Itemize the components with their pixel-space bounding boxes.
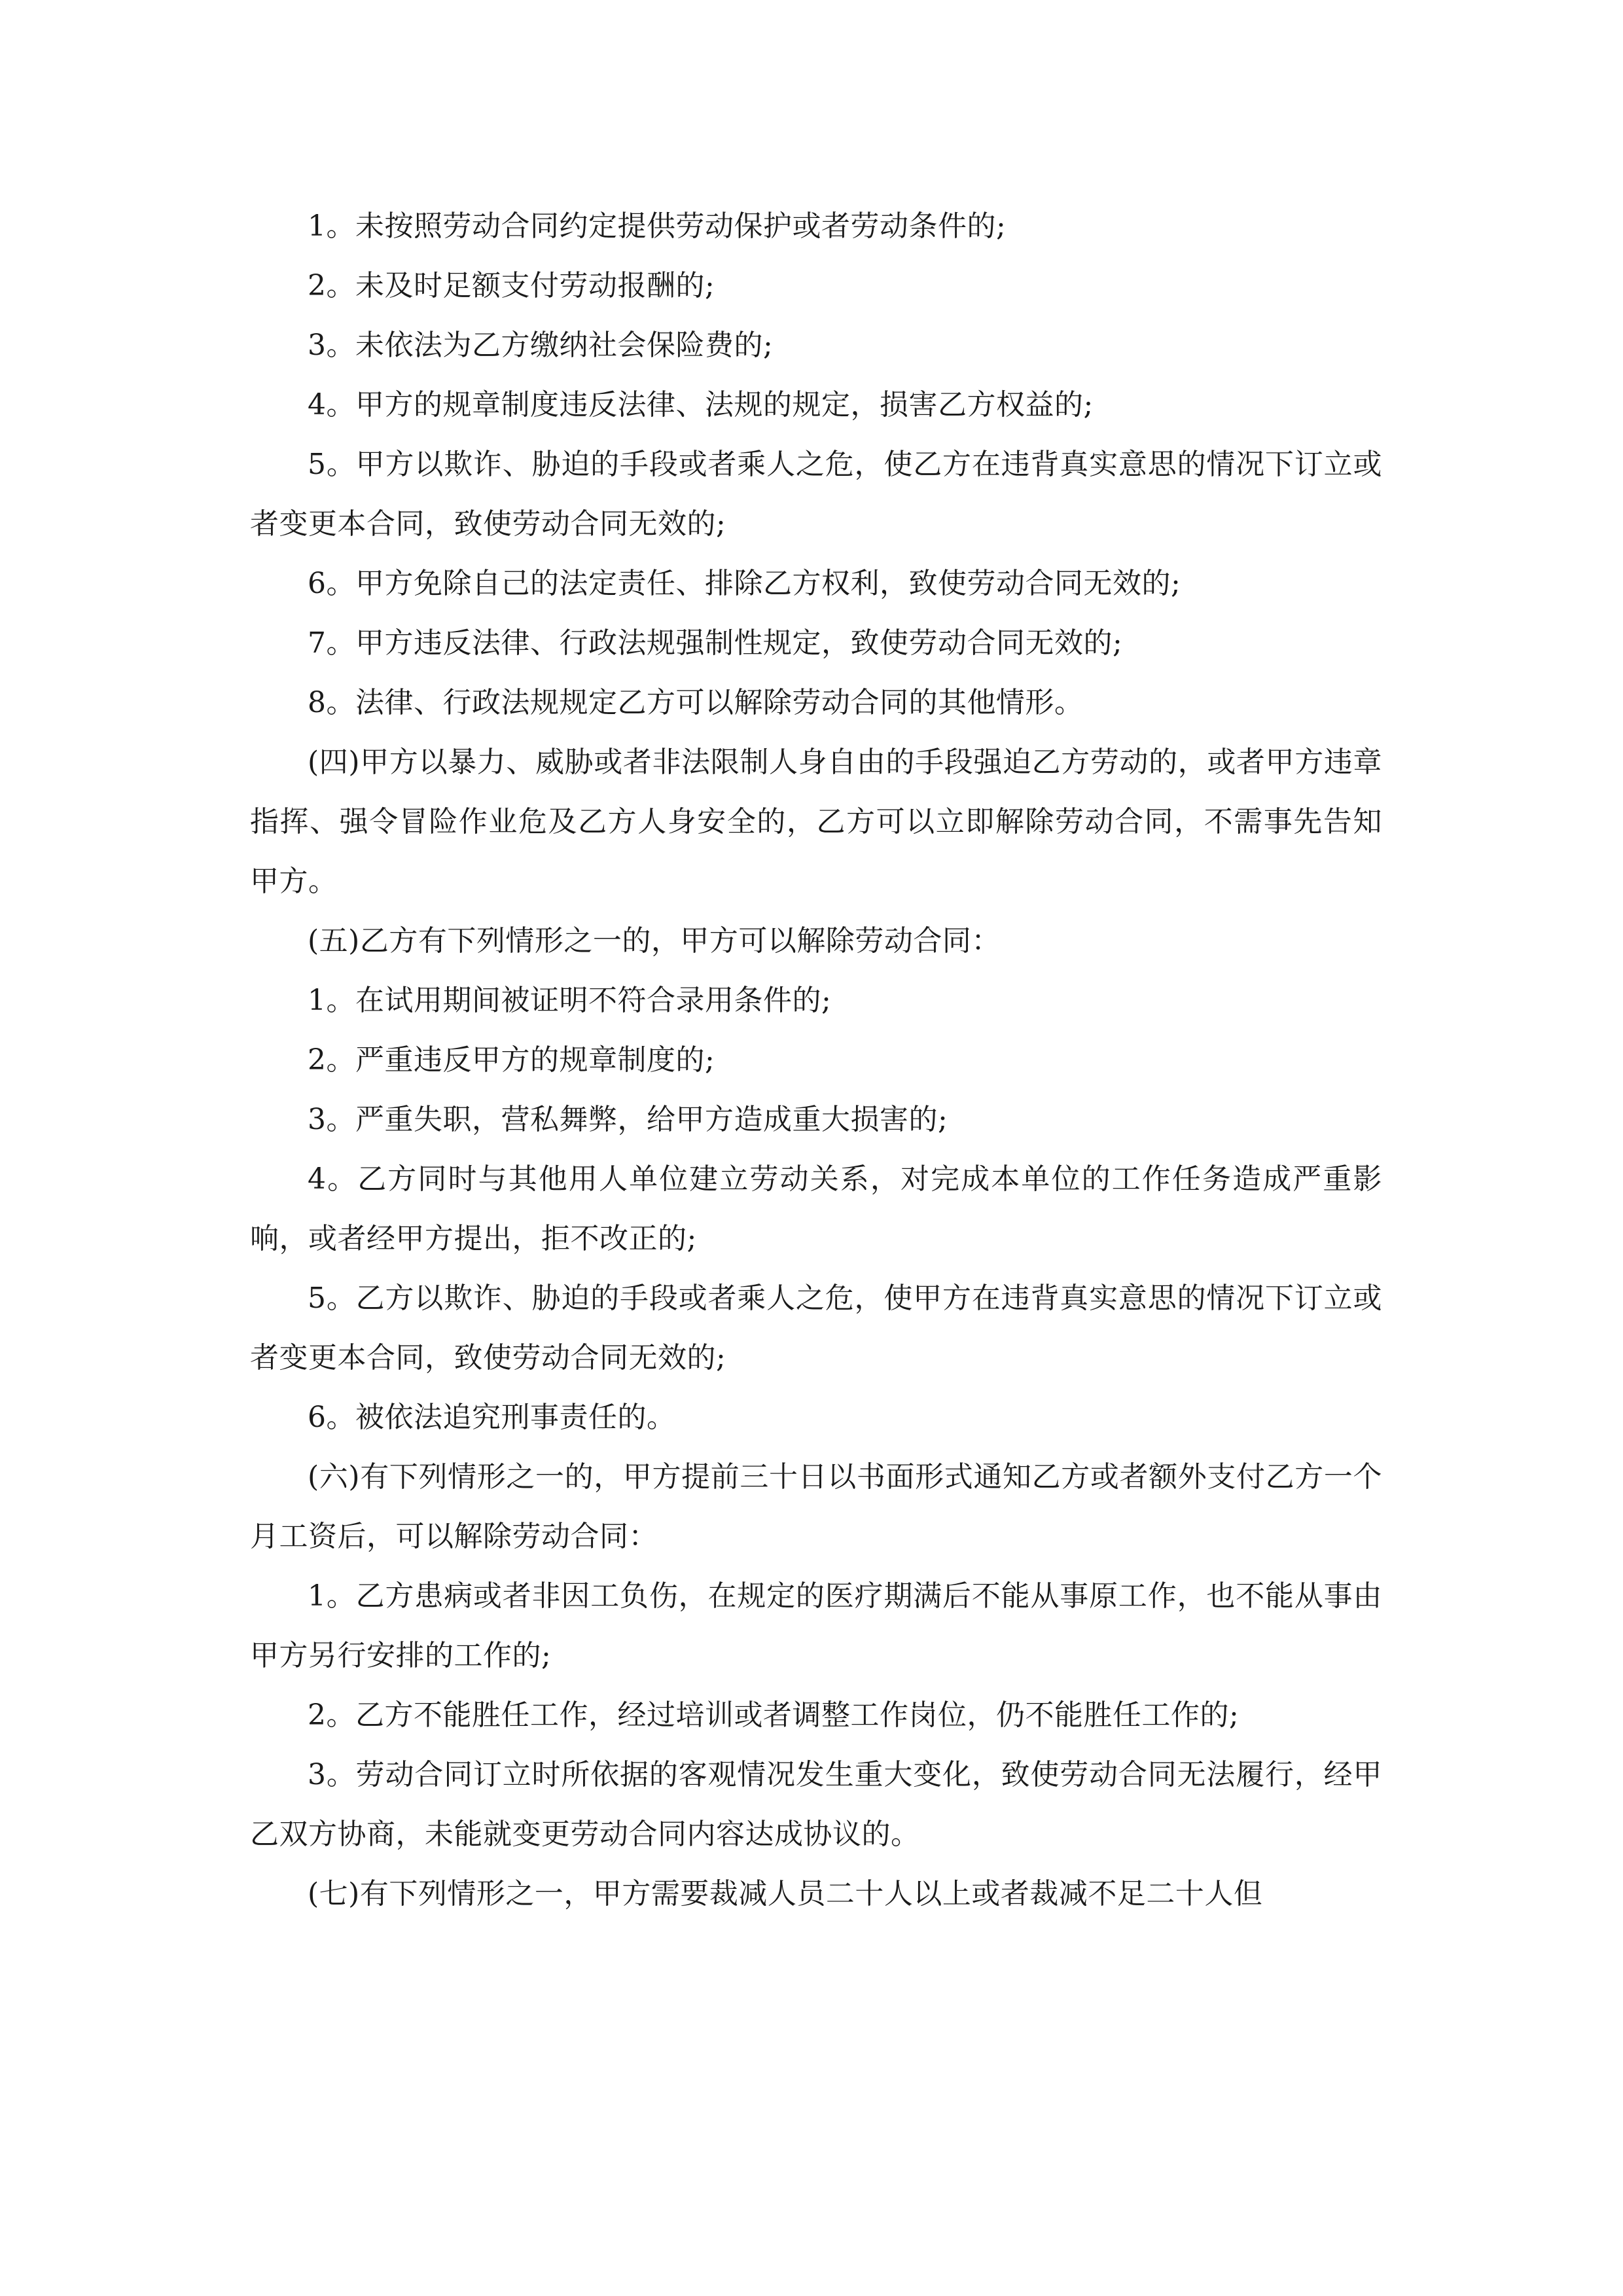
paragraph: 5。乙方以欺诈、胁迫的手段或者乘人之危，使甲方在违背真实意思的情况下订立或者变更本合同，致使劳动合同无效的;: [250, 1282, 1382, 1374]
paragraph: 2。严重违反甲方的规章制度的;: [308, 1043, 715, 1077]
paragraph: 6。被依法追究刑事责任的。: [308, 1401, 676, 1434]
paragraph: 3。劳动合同订立时所依据的客观情况发生重大变化，致使劳动合同无法履行，经甲乙双方协商，未能就变更劳动合同内容达成协议的。: [250, 1758, 1382, 1851]
paragraph: 3。未依法为乙方缴纳社会保险费的;: [308, 329, 774, 362]
paragraph: (七)有下列情形之一，甲方需要裁减人员二十人以上或者裁减不足二十人但: [308, 1877, 1263, 1910]
paragraph: 4。甲方的规章制度违反法律、法规的规定，损害乙方权益的;: [308, 388, 1094, 422]
paragraph: 1。在试用期间被证明不符合录用条件的;: [308, 984, 832, 1017]
paragraph: 8。法律、行政法规规定乙方可以解除劳动合同的其他情形。: [308, 686, 1084, 719]
paragraph: (四)甲方以暴力、威胁或者非法限制人身自由的手段强迫乙方劳动的，或者甲方违章指挥、强令冒险作业危及乙方人身安全的，乙方可以立即解除劳动合同，不需事先告知甲方。: [250, 745, 1382, 898]
paragraph: (六)有下列情形之一的，甲方提前三十日以书面形式通知乙方或者额外支付乙方一个月工资后，可以解除劳动合同：: [250, 1460, 1382, 1553]
paragraph: 7。甲方违反法律、行政法规强制性规定，致使劳动合同无效的;: [308, 626, 1123, 660]
paragraph: 2。乙方不能胜任工作，经过培训或者调整工作岗位，仍不能胜任工作的;: [308, 1698, 1240, 1732]
contract-body: [250, 196, 1382, 1924]
paragraph: 2。未及时足额支付劳动报酬的;: [308, 269, 715, 302]
paragraph: 1。未按照劳动合同约定提供劳动保护或者劳动条件的;: [308, 209, 1007, 243]
paragraph: (五)乙方有下列情形之一的，甲方可以解除劳动合同：: [308, 924, 1001, 958]
paragraph: 1。乙方患病或者非因工负伤，在规定的医疗期满后不能从事原工作，也不能从事由甲方另行安排的工作的;: [250, 1579, 1382, 1672]
paragraph: 3。严重失职，营私舞弊，给甲方造成重大损害的;: [308, 1103, 948, 1136]
paragraph: 6。甲方免除自己的法定责任、排除乙方权利，致使劳动合同无效的;: [308, 567, 1181, 600]
paragraph: 4。乙方同时与其他用人单位建立劳动关系，对完成本单位的工作任务造成严重影响，或者经甲方提出，拒不改正的;: [250, 1162, 1382, 1255]
paragraph: 5。甲方以欺诈、胁迫的手段或者乘人之危，使乙方在违背真实意思的情况下订立或者变更本合同，致使劳动合同无效的;: [250, 448, 1382, 541]
